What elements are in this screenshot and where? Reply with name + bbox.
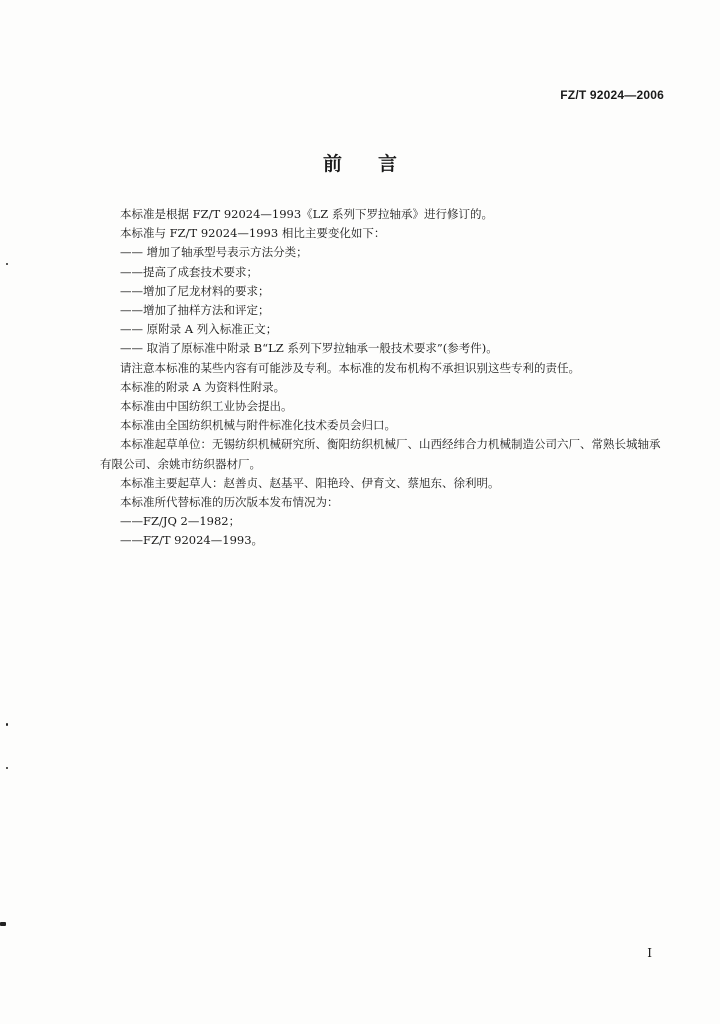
standard-code: FZ/T 92024—2006 xyxy=(560,88,664,102)
history-item: ——FZ/T 92024—1993。 xyxy=(120,533,264,548)
scan-speck xyxy=(0,922,6,926)
drafters: 本标准主要起草人：赵善贞、赵基平、阳艳玲、伊育文、蔡旭东、徐利明。 xyxy=(120,475,500,490)
scan-speck xyxy=(6,263,8,265)
scan-speck xyxy=(6,723,8,726)
paragraph: 本标准由全国纺织机械与附件标准化技术委员会归口。 xyxy=(120,418,396,433)
change-item: —— 原附录 A 列入标准正文； xyxy=(120,322,278,337)
change-item: —— 取消了原标准中附录 B“LZ 系列下罗拉轴承一般技术要求”(参考件)。 xyxy=(120,341,498,356)
paragraph: 本标准所代替标准的历次版本发布情况为： xyxy=(120,495,339,510)
paragraph: 本标准的附录 A 为资料性附录。 xyxy=(120,379,286,394)
page-title: 前言 xyxy=(322,153,433,175)
change-item: ——提高了成套技术要求； xyxy=(120,264,258,279)
paragraph: 本标准是根据 FZ/T 92024—1993《LZ 系列下罗拉轴承》进行修订的。 xyxy=(120,207,493,221)
page-number: I xyxy=(647,946,652,960)
change-item: ——增加了尼龙材料的要求； xyxy=(120,283,270,298)
scan-speck xyxy=(6,767,8,769)
change-item: —— 增加了轴承型号表示方法分类； xyxy=(120,245,308,260)
patent-notice: 请注意本标准的某些内容有可能涉及专利。本标准的发布机构不承担识别这些专利的责任。 xyxy=(120,360,580,375)
drafting-units: 本标准起草单位：无锡纺织机械研究所、衡阳纺织机械厂、山西经纬合力机械制造公司六厂、常熟长城轴承有限公司、余姚市纺织器材厂。 xyxy=(100,437,661,471)
change-item: ——增加了抽样方法和评定； xyxy=(120,303,270,318)
paragraph: 本标准由中国纺织工业协会提出。 xyxy=(120,399,293,414)
history-item: ——FZ/JQ 2—1982； xyxy=(120,514,241,529)
paragraph: 本标准与 FZ/T 92024—1993 相比主要变化如下： xyxy=(120,226,386,241)
foreword-body xyxy=(100,205,670,551)
